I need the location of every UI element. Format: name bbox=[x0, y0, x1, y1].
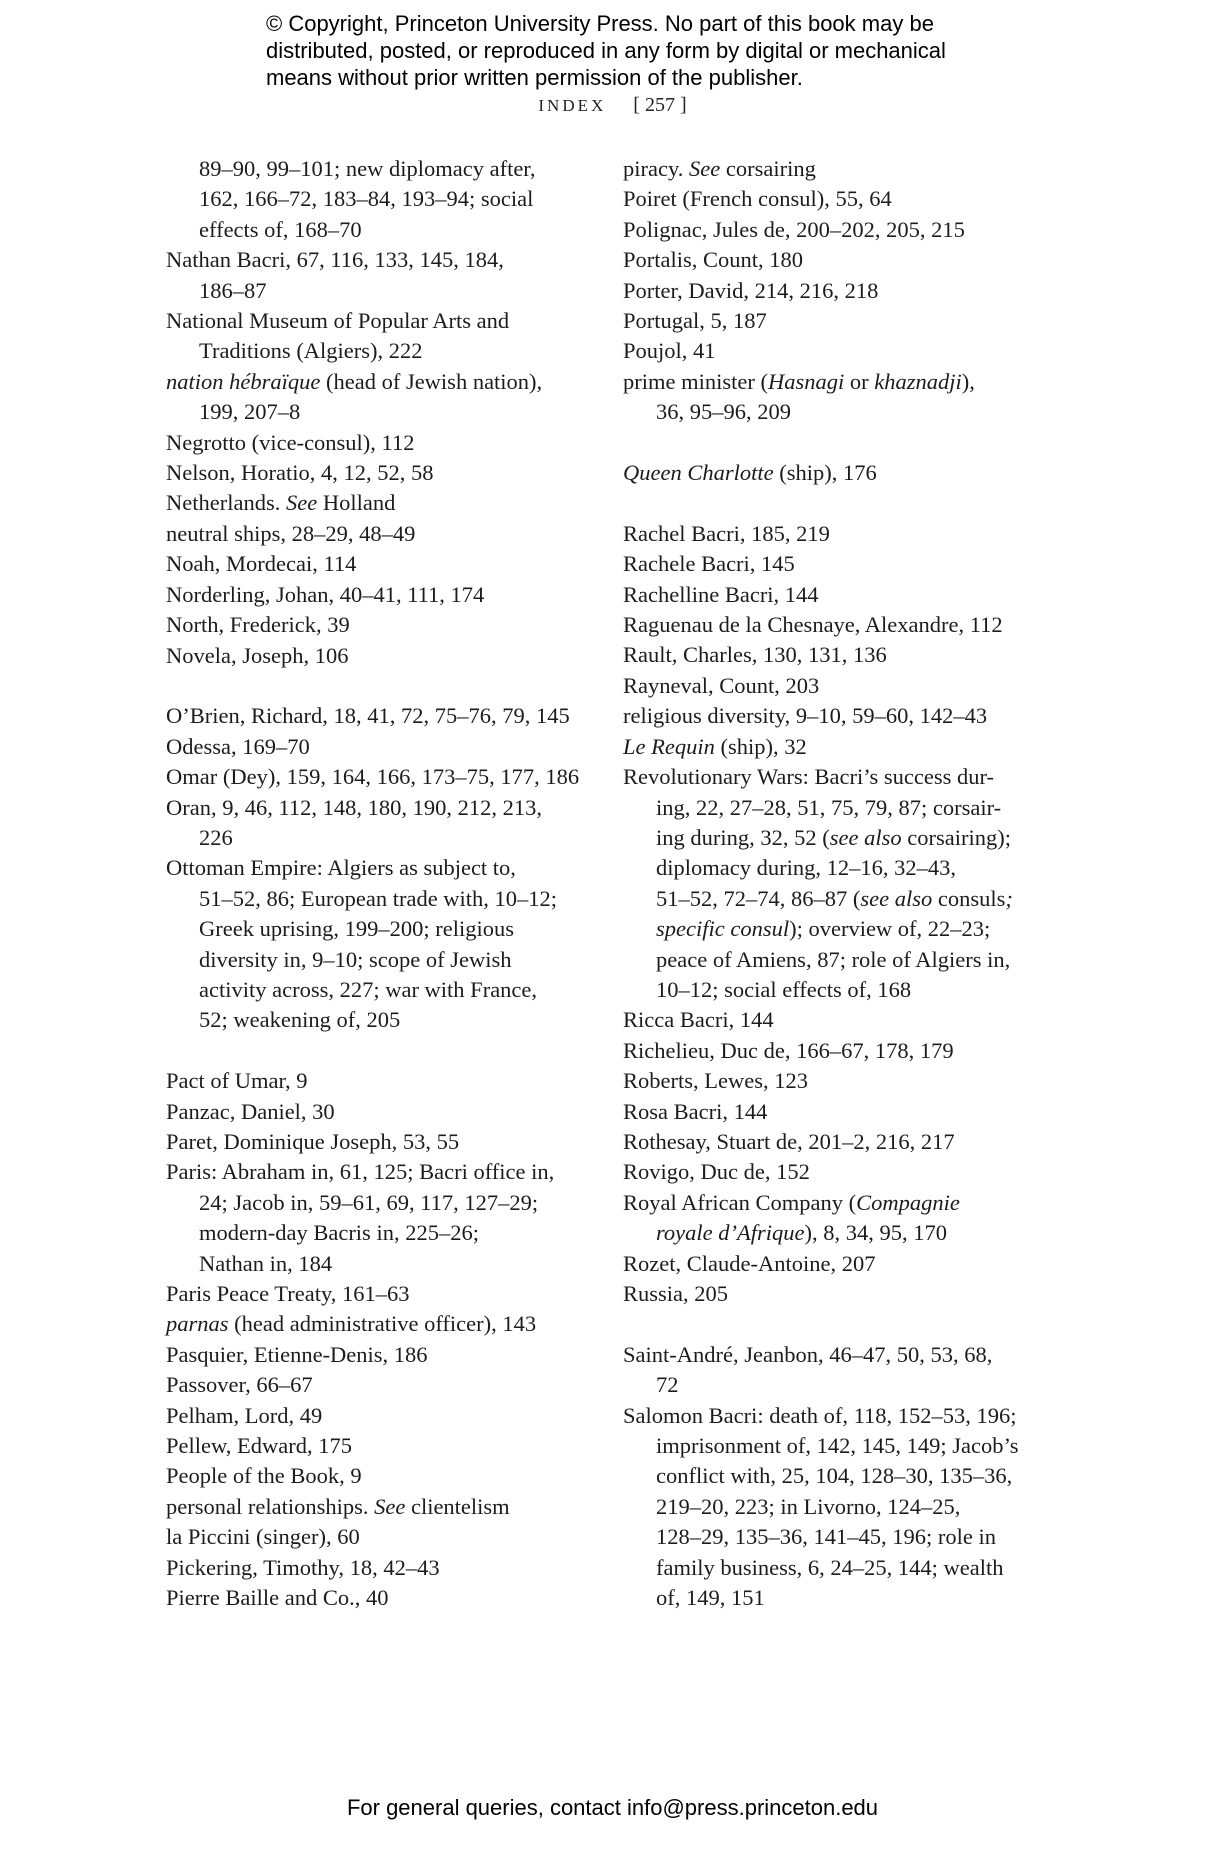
index-entry-line bbox=[623, 1553, 1053, 1583]
index-entry-line bbox=[623, 1036, 1053, 1066]
index-entry-line bbox=[166, 458, 596, 488]
entry-text: Pact of Umar, 9 bbox=[166, 1068, 308, 1094]
index-entry bbox=[623, 519, 1053, 549]
index-entry bbox=[166, 1340, 596, 1370]
index-column-right bbox=[623, 154, 1053, 1613]
index-entry bbox=[166, 701, 596, 731]
entry-text: peace of Amiens, 87; role of Algiers in, bbox=[656, 946, 1011, 972]
entry-text: Pelham, Lord, 49 bbox=[166, 1402, 323, 1428]
entry-text: Nathan Bacri, 67, 116, 133, 145, 184, bbox=[166, 247, 504, 273]
index-entry-line bbox=[623, 1522, 1053, 1552]
index-entry bbox=[166, 793, 596, 854]
letter-gap bbox=[166, 671, 596, 701]
entry-text: 128–29, 135–36, 141–45, 196; role in bbox=[656, 1524, 996, 1550]
index-entry bbox=[166, 853, 596, 1035]
entry-text: family business, 6, 24–25, 144; wealth bbox=[656, 1554, 1004, 1580]
entry-text: activity across, 227; war with France, bbox=[199, 976, 538, 1002]
entry-text: Polignac, Jules de, 200–202, 205, 215 bbox=[623, 216, 965, 242]
entry-text: 52; weakening of, 205 bbox=[199, 1007, 401, 1033]
entry-text: (ship), 176 bbox=[773, 460, 877, 486]
entry-text: prime minister ( bbox=[623, 368, 768, 394]
index-entry bbox=[166, 1431, 596, 1461]
index-entry-line bbox=[623, 184, 1053, 214]
entry-text: Rayneval, Count, 203 bbox=[623, 672, 820, 698]
entry-text: Paris Peace Treaty, 161–63 bbox=[166, 1281, 410, 1306]
entry-text: Novela, Joseph, 106 bbox=[166, 642, 349, 668]
italic-text: nation hébraïque bbox=[166, 368, 321, 394]
index-entry bbox=[166, 519, 596, 549]
entry-text: Richelieu, Duc de, 166–67, 178, 179 bbox=[623, 1037, 954, 1063]
entry-text: Rothesay, Stuart de, 201–2, 216, 217 bbox=[623, 1128, 955, 1154]
index-entry bbox=[166, 1553, 596, 1583]
italic-text: Le Requin bbox=[623, 733, 715, 759]
index-entry-continued bbox=[166, 154, 596, 245]
entry-text: 51–52, 72–74, 86–87 ( bbox=[656, 885, 861, 911]
copyright-line: distributed, posted, or reproduced in any form by digital or mechanical bbox=[266, 38, 946, 63]
index-entry-line bbox=[166, 793, 596, 823]
index-entry bbox=[623, 1066, 1053, 1096]
index-entry-line bbox=[166, 215, 596, 245]
index-entry-line bbox=[623, 975, 1053, 1005]
index-entry-line bbox=[166, 641, 596, 671]
index-entry-line bbox=[623, 1066, 1053, 1096]
index-entry bbox=[623, 1005, 1053, 1035]
index-entry-line bbox=[166, 1340, 596, 1370]
index-entry-line bbox=[166, 549, 596, 579]
index-entry bbox=[623, 671, 1053, 701]
entry-text: 36, 95–96, 209 bbox=[656, 399, 791, 425]
index-entry-line bbox=[166, 914, 596, 944]
entry-text: Paret, Dominique Joseph, 53, 55 bbox=[166, 1128, 460, 1154]
italic-text: specific consul bbox=[656, 916, 790, 942]
index-entry bbox=[623, 184, 1053, 214]
index-entry-line bbox=[166, 1309, 596, 1339]
italic-text: see also bbox=[860, 885, 933, 911]
index-entry bbox=[623, 215, 1053, 245]
index-entry-line bbox=[166, 245, 596, 275]
index-entry bbox=[623, 1340, 1053, 1401]
entry-text: 10–12; social effects of, 168 bbox=[656, 976, 912, 1002]
index-entry-line bbox=[623, 853, 1053, 883]
entry-text: Pickering, Timothy, 18, 42–43 bbox=[166, 1554, 440, 1580]
italic-text: See bbox=[285, 490, 318, 516]
index-entry-line bbox=[166, 1005, 596, 1035]
entry-text: Rovigo, Duc de, 152 bbox=[623, 1159, 810, 1185]
index-entry-line bbox=[166, 1249, 596, 1279]
index-entry-line bbox=[166, 336, 596, 366]
index-entry-line bbox=[623, 245, 1053, 275]
index-entry-line bbox=[166, 1127, 596, 1157]
letter-gap bbox=[623, 1309, 1053, 1339]
index-entry-line bbox=[166, 1066, 596, 1096]
entry-text: Portugal, 5, 187 bbox=[623, 308, 767, 334]
footer-contact: For general queries, contact info@press.princeton.edu bbox=[346, 1795, 879, 1820]
index-entry bbox=[623, 1401, 1053, 1614]
page-number: [ 257 ] bbox=[633, 94, 687, 116]
entry-text: Rachel Bacri, 185, 219 bbox=[623, 520, 830, 546]
italic-text: royale d’Afrique bbox=[656, 1220, 805, 1246]
index-entry bbox=[166, 1461, 596, 1491]
index-entry-line bbox=[166, 1370, 596, 1400]
italic-text: ; bbox=[1005, 885, 1013, 911]
index-entry-line bbox=[623, 823, 1053, 853]
index-entry bbox=[166, 1066, 596, 1096]
index-entry bbox=[166, 1370, 596, 1400]
index-entry-line bbox=[623, 276, 1053, 306]
index-entry bbox=[623, 276, 1053, 306]
index-entry-line bbox=[623, 154, 1053, 184]
entry-text: 162, 166–72, 183–84, 193–94; social bbox=[199, 186, 534, 212]
index-entry-line bbox=[166, 154, 596, 184]
index-entry-line bbox=[623, 1218, 1053, 1248]
entry-text: Paris: Abraham in, 61, 125; Bacri office in, bbox=[166, 1159, 555, 1185]
entry-text: diplomacy during, 12–16, 32–43, bbox=[656, 855, 956, 881]
index-entry-line bbox=[166, 1522, 596, 1552]
entry-text: Pierre Baille and Co., 40 bbox=[166, 1585, 389, 1611]
index-entry bbox=[166, 1157, 596, 1279]
index-entry-line bbox=[166, 1157, 596, 1187]
index-entry-line bbox=[166, 276, 596, 306]
index-entry-line bbox=[166, 519, 596, 549]
index-entry bbox=[623, 1279, 1053, 1309]
index-entry bbox=[623, 154, 1053, 184]
index-entry bbox=[166, 762, 596, 792]
index-entry-line bbox=[623, 1492, 1053, 1522]
index-entry-line bbox=[623, 701, 1053, 731]
index-entry-line bbox=[166, 488, 596, 518]
index-entry-line bbox=[166, 397, 596, 427]
entry-text: 186–87 bbox=[199, 277, 267, 303]
index-entry bbox=[623, 701, 1053, 731]
index-entry bbox=[623, 336, 1053, 366]
entry-text: Porter, David, 214, 216, 218 bbox=[623, 277, 879, 303]
index-entry-line bbox=[623, 884, 1053, 914]
entry-text: consuls bbox=[932, 885, 1006, 911]
index-entry bbox=[166, 580, 596, 610]
entry-text: ); overview of, 22–23; bbox=[789, 916, 991, 942]
entry-text: (ship), 32 bbox=[714, 733, 807, 759]
index-entry bbox=[623, 367, 1053, 428]
index-entry bbox=[166, 488, 596, 518]
italic-text: Queen Charlotte bbox=[623, 460, 774, 486]
entry-text: Pasquier, Etienne-Denis, 186 bbox=[166, 1341, 428, 1367]
index-entry bbox=[623, 306, 1053, 336]
index-entry bbox=[623, 640, 1053, 670]
index-entry bbox=[166, 641, 596, 671]
index-entry bbox=[623, 1097, 1053, 1127]
index-entry-line bbox=[166, 945, 596, 975]
index-entry bbox=[623, 1188, 1053, 1249]
index-entry-line bbox=[623, 549, 1053, 579]
copyright-notice bbox=[266, 10, 1026, 91]
index-entry bbox=[623, 610, 1053, 640]
italic-text: Compagnie bbox=[856, 1189, 960, 1215]
entry-text: of, 149, 151 bbox=[656, 1585, 765, 1611]
index-entry-line bbox=[623, 580, 1053, 610]
entry-text: Poiret (French consul), 55, 64 bbox=[623, 186, 892, 212]
index-entry-line bbox=[623, 397, 1053, 427]
index-entry bbox=[166, 428, 596, 458]
index-entry bbox=[166, 458, 596, 488]
index-entry bbox=[623, 1249, 1053, 1279]
running-head bbox=[0, 94, 1225, 117]
running-head-title: INDEX bbox=[538, 96, 607, 115]
copyright-line: means without prior written permission of the publisher. bbox=[266, 65, 803, 90]
entry-text: Greek uprising, 199–200; religious bbox=[199, 916, 514, 942]
entry-text: conflict with, 25, 104, 128–30, 135–36, bbox=[656, 1463, 1013, 1489]
italic-text: khaznadji bbox=[874, 368, 962, 394]
index-entry bbox=[166, 367, 596, 428]
entry-text: Nathan in, 184 bbox=[199, 1250, 333, 1276]
index-entry bbox=[166, 732, 596, 762]
index-entry-line bbox=[623, 762, 1053, 792]
entry-text: 89–90, 99–101; new diplomacy after, bbox=[199, 156, 536, 181]
index-entry-line bbox=[623, 1188, 1053, 1218]
entry-text: Passover, 66–67 bbox=[166, 1372, 313, 1398]
index-entry bbox=[166, 1583, 596, 1613]
index-entry-line bbox=[166, 1218, 596, 1248]
index-entry-line bbox=[623, 945, 1053, 975]
index-entry-line bbox=[166, 367, 596, 397]
entry-text: 51–52, 86; European trade with, 10–12; bbox=[199, 885, 558, 911]
entry-text: Portalis, Count, 180 bbox=[623, 247, 804, 273]
index-entry-line bbox=[166, 1401, 596, 1431]
entry-text: 72 bbox=[656, 1372, 679, 1398]
index-entry-line bbox=[623, 1431, 1053, 1461]
index-entry-line bbox=[623, 458, 1053, 488]
index-entry-line bbox=[623, 1097, 1053, 1127]
entry-text: Poujol, 41 bbox=[623, 338, 716, 364]
index-entry bbox=[166, 1279, 596, 1309]
index-entry-line bbox=[623, 306, 1053, 336]
index-entry-line bbox=[623, 336, 1053, 366]
entry-text: religious diversity, 9–10, 59–60, 142–43 bbox=[623, 703, 988, 729]
index-entry-line bbox=[623, 1401, 1053, 1431]
index-entry-line bbox=[166, 1279, 596, 1309]
index-entry-line bbox=[166, 762, 596, 792]
entry-text: Salomon Bacri: death of, 118, 152–53, 196; bbox=[623, 1402, 1017, 1428]
index-entry-line bbox=[623, 1340, 1053, 1370]
entry-text: Roberts, Lewes, 123 bbox=[623, 1068, 808, 1094]
index-entry-line bbox=[166, 1553, 596, 1583]
entry-text: Netherlands. bbox=[166, 490, 286, 516]
index-entry-line bbox=[166, 184, 596, 214]
entry-text: Raguenau de la Chesnaye, Alexandre, 112 bbox=[623, 612, 1003, 638]
index-entry bbox=[623, 580, 1053, 610]
index-entry-line bbox=[623, 1279, 1053, 1309]
entry-text: (head administrative officer), 143 bbox=[228, 1311, 537, 1337]
italic-text: see also bbox=[829, 824, 902, 850]
index-entry-line bbox=[166, 1583, 596, 1613]
index-entry bbox=[166, 549, 596, 579]
entry-text: Rachele Bacri, 145 bbox=[623, 551, 795, 577]
index-entry-line bbox=[623, 1461, 1053, 1491]
entry-text: Omar (Dey), 159, 164, 166, 173–75, 177, 186 bbox=[166, 764, 580, 790]
italic-text: See bbox=[689, 156, 721, 181]
index-entry-line bbox=[166, 428, 596, 458]
index-entry-line bbox=[623, 1005, 1053, 1035]
index-entry-line bbox=[623, 1583, 1053, 1613]
index-column-left bbox=[166, 154, 596, 1613]
index-entry-line bbox=[166, 1492, 596, 1522]
letter-gap bbox=[623, 488, 1053, 518]
entry-text: National Museum of Popular Arts and bbox=[166, 308, 510, 334]
index-entry-line bbox=[623, 1157, 1053, 1187]
italic-text: parnas bbox=[166, 1311, 229, 1337]
entry-text: modern-day Bacris in, 225–26; bbox=[199, 1220, 479, 1246]
entry-text: Royal African Company ( bbox=[623, 1189, 857, 1215]
entry-text: Rozet, Claude-Antoine, 207 bbox=[623, 1250, 876, 1276]
entry-text: imprisonment of, 142, 145, 149; Jacob’s bbox=[656, 1433, 1019, 1459]
index-entry bbox=[623, 549, 1053, 579]
entry-text: Negrotto (vice-consul), 112 bbox=[166, 429, 415, 455]
entry-text: Ricca Bacri, 144 bbox=[623, 1007, 774, 1033]
entry-text: ), 8, 34, 95, 170 bbox=[804, 1220, 948, 1246]
entry-text: Russia, 205 bbox=[623, 1281, 729, 1306]
entry-text: ing, 22, 27–28, 51, 75, 79, 87; corsair- bbox=[656, 794, 1002, 820]
index-entry-line bbox=[166, 975, 596, 1005]
letter-gap bbox=[623, 428, 1053, 458]
index-entry-line bbox=[623, 793, 1053, 823]
italic-text: See bbox=[374, 1493, 406, 1519]
entry-text: neutral ships, 28–29, 48–49 bbox=[166, 520, 416, 546]
index-entry bbox=[166, 1097, 596, 1127]
index-entry-line bbox=[166, 884, 596, 914]
copyright-line: © Copyright, Princeton University Press. No part of this book may be bbox=[266, 11, 934, 36]
entry-text: (head of Jewish nation), bbox=[320, 368, 543, 394]
entry-text: Panzac, Daniel, 30 bbox=[166, 1098, 335, 1124]
index-entry-line bbox=[623, 519, 1053, 549]
entry-text: Traditions (Algiers), 222 bbox=[199, 338, 423, 364]
entry-text: North, Frederick, 39 bbox=[166, 612, 350, 638]
entry-text: or bbox=[844, 368, 875, 394]
entry-text: diversity in, 9–10; scope of Jewish bbox=[199, 946, 512, 972]
index-entry-line bbox=[166, 1097, 596, 1127]
index-entry bbox=[166, 245, 596, 306]
entry-text: 24; Jacob in, 59–61, 69, 117, 127–29; bbox=[199, 1189, 539, 1215]
letter-gap bbox=[166, 1036, 596, 1066]
index-entry-line bbox=[623, 671, 1053, 701]
index-entry-line bbox=[623, 1249, 1053, 1279]
index-entry-line bbox=[623, 640, 1053, 670]
entry-text: piracy. bbox=[623, 156, 690, 181]
entry-text: Ottoman Empire: Algiers as subject to, bbox=[166, 855, 516, 881]
entry-text: Holland bbox=[317, 490, 396, 516]
entry-text: Norderling, Johan, 40–41, 111, 174 bbox=[166, 581, 485, 607]
index-entry-line bbox=[623, 610, 1053, 640]
entry-text: clientelism bbox=[405, 1493, 510, 1519]
index-entry bbox=[166, 1401, 596, 1431]
index-entry-line bbox=[166, 1461, 596, 1491]
index-entry bbox=[166, 1492, 596, 1522]
entry-text: 199, 207–8 bbox=[199, 399, 301, 425]
index-entry bbox=[623, 1127, 1053, 1157]
entry-text: corsairing bbox=[720, 156, 816, 181]
entry-text: Pellew, Edward, 175 bbox=[166, 1433, 352, 1459]
index-entry-line bbox=[166, 732, 596, 762]
index-entry-line bbox=[623, 215, 1053, 245]
index-entry-line bbox=[166, 823, 596, 853]
index-entry bbox=[623, 458, 1053, 488]
entry-text: Nelson, Horatio, 4, 12, 52, 58 bbox=[166, 460, 434, 486]
index-entry bbox=[623, 1036, 1053, 1066]
index-entry-line bbox=[623, 914, 1053, 944]
italic-text: Hasnagi bbox=[767, 368, 845, 394]
entry-text: Saint-André, Jeanbon, 46–47, 50, 53, 68, bbox=[623, 1341, 993, 1367]
index-entry bbox=[166, 306, 596, 367]
entry-text: Rachelline Bacri, 144 bbox=[623, 581, 819, 607]
entry-text: ), bbox=[961, 368, 975, 394]
index-entry bbox=[623, 762, 1053, 1005]
index-entry-line bbox=[166, 701, 596, 731]
entry-text: Revolutionary Wars: Bacri’s success dur- bbox=[623, 764, 994, 790]
index-entry bbox=[623, 1157, 1053, 1187]
entry-text: Noah, Mordecai, 114 bbox=[166, 551, 357, 577]
index-entry bbox=[166, 1522, 596, 1552]
entry-text: Oran, 9, 46, 112, 148, 180, 190, 212, 213, bbox=[166, 794, 543, 820]
index-entry bbox=[166, 1127, 596, 1157]
entry-text: Rosa Bacri, 144 bbox=[623, 1098, 768, 1124]
index-entry-line bbox=[623, 1370, 1053, 1400]
index-entry bbox=[166, 1309, 596, 1339]
index-entry-line bbox=[623, 732, 1053, 762]
entry-text: People of the Book, 9 bbox=[166, 1463, 362, 1489]
entry-text: la Piccini (singer), 60 bbox=[166, 1524, 360, 1550]
entry-text: O’Brien, Richard, 18, 41, 72, 75–76, 79, 145 bbox=[166, 703, 570, 729]
index-entry-line bbox=[166, 853, 596, 883]
index-entry-line bbox=[166, 1431, 596, 1461]
index-entry-line bbox=[166, 1188, 596, 1218]
entry-text: Odessa, 169–70 bbox=[166, 733, 310, 759]
entry-text: personal relationships. bbox=[166, 1493, 375, 1519]
index-entry-line bbox=[623, 1127, 1053, 1157]
index-entry-line bbox=[166, 580, 596, 610]
entry-text: Rault, Charles, 130, 131, 136 bbox=[623, 642, 887, 668]
index-entry-line bbox=[166, 610, 596, 640]
entry-text: 219–20, 223; in Livorno, 124–25, bbox=[656, 1493, 961, 1519]
entry-text: 226 bbox=[199, 824, 233, 850]
index-entry-line bbox=[166, 306, 596, 336]
index-entry-line bbox=[623, 367, 1053, 397]
index-entry bbox=[623, 245, 1053, 275]
entry-text: ing during, 32, 52 ( bbox=[656, 824, 830, 850]
entry-text: corsairing); bbox=[901, 824, 1011, 850]
index-entry bbox=[166, 610, 596, 640]
entry-text: effects of, 168–70 bbox=[199, 216, 362, 242]
index-entry bbox=[623, 732, 1053, 762]
